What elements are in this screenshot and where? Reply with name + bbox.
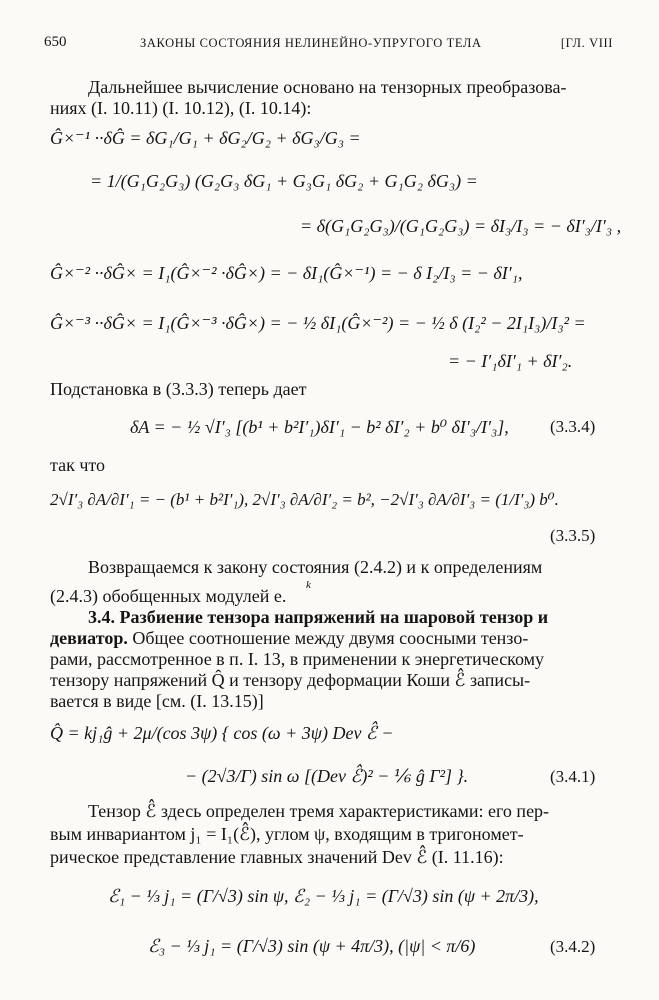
para2-line-2: вым инвариантом j₁ = I₁(ℰ̂), углом ψ, входящим в тригономет-: [50, 824, 524, 844]
equation-number-3-4-2: (3.4.2): [550, 937, 596, 956]
superscript-k: k: [306, 579, 311, 591]
text-so: так что: [50, 455, 106, 475]
formula-1a: Ĝ×⁻¹ ··δĜ = δG₁/G₁ + δG₂/G₂ + δG₃/G₃ =: [50, 128, 361, 148]
section-line-4: тензору напряжений Q̂ и тензору деформации Коши ℰ̂ записы-: [50, 670, 531, 690]
intro-line-1: Дальнейшее вычисление основано на тензорных преобразова-: [88, 77, 567, 97]
formula-2: Ĝ×⁻² ··δĜ× = I₁(Ĝ×⁻² ·δĜ×) = − δI₁(Ĝ×⁻¹) = − δ I₂/I₃ = − δI′₁,: [50, 263, 523, 283]
text-substitution: Подстановка в (3.3.3) теперь дает: [50, 379, 307, 399]
chapter-label: [ГЛ. VIII: [560, 36, 613, 50]
equation-3-4-2-line-2: ℰ₃ − ⅓ j₁ = (Γ/√3) sin (ψ + 4π/3), (|ψ| < π/6): [148, 936, 476, 956]
equation-number-3-4-1: (3.4.1): [550, 767, 596, 786]
section-line-2: [50, 627, 528, 649]
para1-line-1: Возвращаемся к закону состояния (2.4.2) и к определениям: [88, 557, 543, 577]
equation-number-3-3-5: (3.3.5): [550, 526, 596, 545]
formula-3a: Ĝ×⁻³ ··δĜ× = I₁(Ĝ×⁻³ ·δĜ×) = − ½ δI₁(Ĝ×⁻²) = − ½ δ (I₂² − 2I₁I₃)/I₃² =: [50, 313, 586, 333]
section-heading-line-2: девиатор.: [50, 628, 128, 648]
formula-1c: = δ(G₁G₂G₃)/(G₁G₂G₃) = δI₃/I₃ = − δI′₃/I′₃ ,: [300, 216, 622, 236]
running-title: ЗАКОНЫ СОСТОЯНИЯ НЕЛИНЕЙНО-УПРУГОГО ТЕЛА: [140, 36, 482, 50]
equation-number-3-3-4: (3.3.4): [550, 417, 596, 436]
section-line-5: вается в виде [см. (I. 13.15)]: [50, 691, 264, 711]
running-header: [44, 34, 613, 56]
formula-1b: = 1/(G₁G₂G₃) (G₂G₃ δG₁ + G₃G₁ δG₂ + G₁G₂ δG₃) =: [90, 171, 478, 191]
section-heading: [88, 606, 548, 628]
para2-line-3: рическое представление главных значений Dev ℰ̂ (I. 11.16):: [50, 847, 504, 867]
formula-3b: = − I′₁δI′₁ + δI′₂.: [448, 351, 573, 371]
equation-3-4-1-line-1: Q̂ = kj₁ĝ + 2μ/(cos 3ψ) { cos (ω + 3ψ) Dev ℰ̂ −: [50, 723, 394, 743]
section-heading-line-1: 3.4. Разбиение тензора напряжений на шаровой тензор и: [88, 607, 549, 627]
para1-line-2: (2.4.3) обобщенных модулей e.: [50, 586, 287, 606]
equation-3-3-4: δA = − ½ √I′₃ [(b¹ + b²I′₁)δI′₁ − b² δI′₂ + b⁰ δI′₃/I′₃],: [130, 417, 509, 437]
section-text-2: Общее соотношение между двумя соосными тензо-: [127, 628, 529, 648]
equation-3-4-2-line-1: ℰ₁ − ⅓ j₁ = (Γ/√3) sin ψ, ℰ₂ − ⅓ j₁ = (Γ/√3) sin (ψ + 2π/3),: [108, 886, 539, 906]
page-number: 650: [44, 34, 67, 50]
equation-3-3-5: 2√I′₃ ∂A/∂I′₁ = − (b¹ + b²I′₁), 2√I′₃ ∂A/∂I′₂ = b², −2√I′₃ ∂A/∂I′₃ = (1/I′₃) b⁰.: [50, 490, 559, 509]
para2-line-1: Тензор ℰ̂ здесь определен тремя характеристиками: его пер-: [88, 801, 550, 821]
equation-3-4-1-line-2: − (2√3/Γ) sin ω [(Dev ℰ̂)² − ⅙ ĝ Γ²] }.: [185, 766, 469, 786]
intro-line-2: ниях (I. 10.11) (I. 10.12), (I. 10.14):: [50, 98, 312, 118]
section-line-3: рами, рассмотренное в п. I. 13, в применении к энергетическому: [50, 649, 545, 669]
